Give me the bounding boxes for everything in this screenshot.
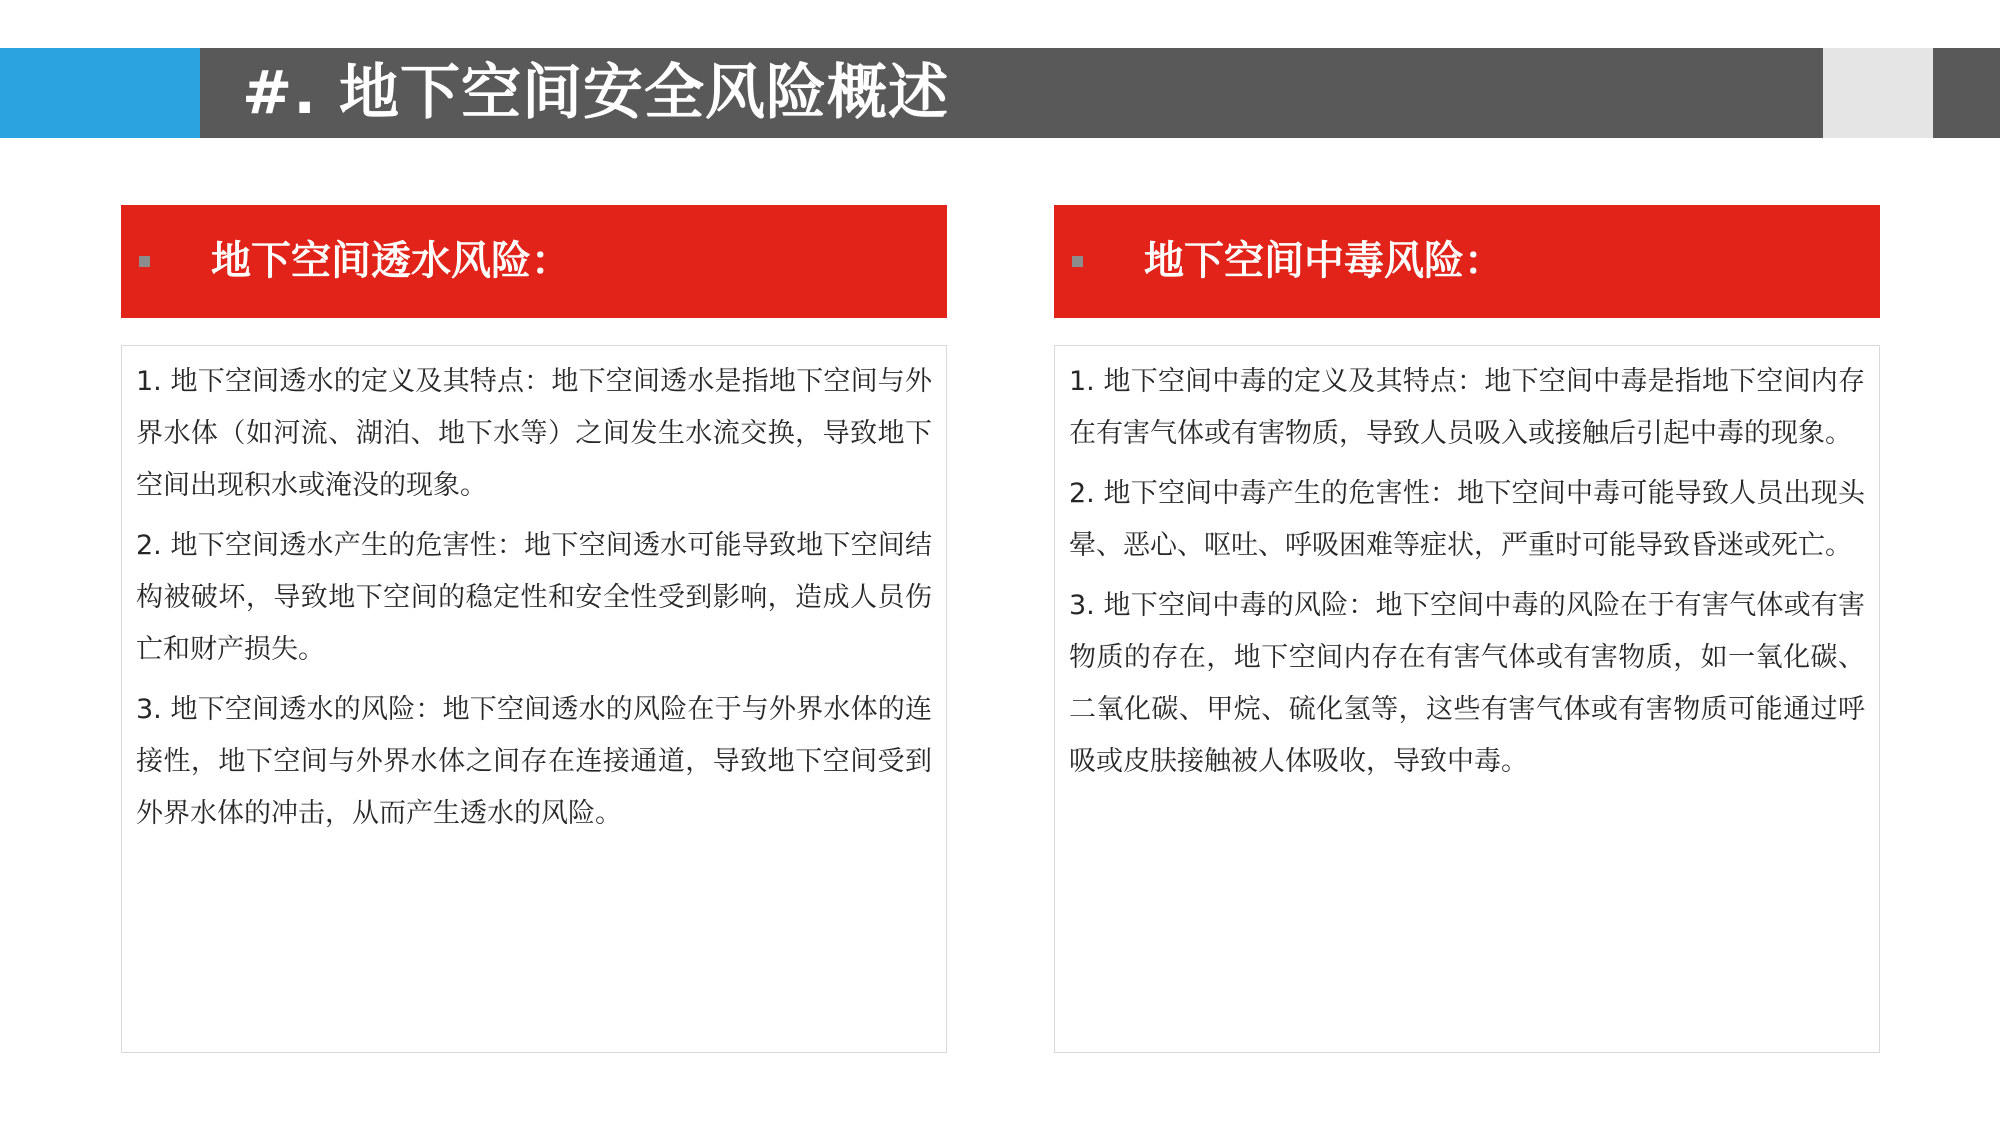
paragraph: 1. 地下空间中毒的定义及其特点：地下空间中毒是指地下空间内存在有害气体或有害物质，导致人员吸入或接触后引起中毒的现象。	[1069, 366, 1865, 449]
paragraph: 3. 地下空间透水的风险：地下空间透水的风险在于与外界水体的连接性，地下空间与外界水体之间存在连接通道，导致地下空间受到外界水体的冲击，从而产生透水的风险。	[136, 694, 932, 829]
page-title: #. 地下空间安全风险概述	[242, 58, 949, 128]
header-end-block	[1933, 48, 2000, 138]
panel-heading-text: 地下空间透水风险：	[211, 238, 571, 284]
panel-heading-water-risk	[121, 205, 947, 318]
paragraph: 2. 地下空间透水产生的危害性：地下空间透水可能导致地下空间结构被破坏，导致地下空间的稳定性和安全性受到影响，造成人员伤亡和财产损失。	[136, 530, 932, 665]
panel-heading-poison-risk	[1054, 205, 1880, 318]
panel-body-water-risk	[121, 345, 947, 1053]
panel-body-poison-risk	[1054, 345, 1880, 1053]
header-light-block	[1823, 48, 1933, 138]
panel-heading-text: 地下空间中毒风险：	[1144, 238, 1504, 284]
paragraph: 2. 地下空间中毒产生的危害性：地下空间中毒可能导致人员出现头晕、恶心、呕吐、呼吸困难等症状，严重时可能导致昏迷或死亡。	[1069, 478, 1865, 561]
paragraph: 3. 地下空间中毒的风险：地下空间中毒的风险在于有害气体或有害物质的存在，地下空间内存在有害气体或有害物质，如一氧化碳、二氧化碳、甲烷、硫化氢等，这些有害气体或有害物质可能通过呼吸或皮肤接触被人体吸收，导致中毒。	[1069, 590, 1865, 777]
paragraph-list	[1069, 356, 1865, 788]
square-bullet-icon	[1072, 256, 1083, 267]
paragraph: 1. 地下空间透水的定义及其特点：地下空间透水是指地下空间与外界水体（如河流、湖泊、地下水等）之间发生水流交换，导致地下空间出现积水或淹没的现象。	[136, 366, 932, 501]
paragraph-list	[136, 356, 932, 840]
square-bullet-icon	[139, 256, 150, 267]
header-accent-block	[0, 48, 200, 138]
